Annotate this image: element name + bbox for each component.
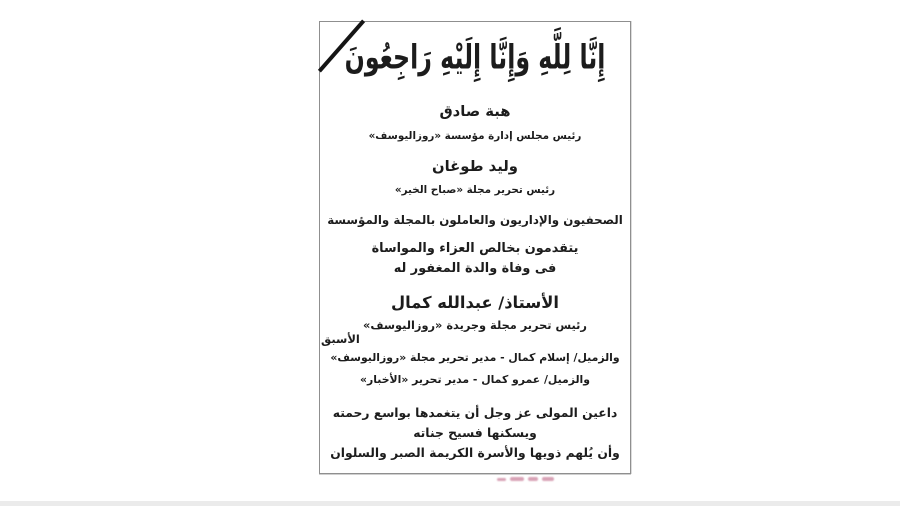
mourner-title-2: رئيس تحرير مجلة «صباح الخير» bbox=[394, 184, 556, 196]
deceased-relative-role bbox=[320, 318, 630, 346]
relative-line-1: والزميل/ إسلام كمال - مدير تحرير مجلة «روزاليوسف» bbox=[330, 351, 620, 364]
deceased-relative-role-main: رئيس تحرير مجلة وجريدة «روزاليوسف» bbox=[363, 318, 587, 332]
deceased-relative-role-suffix: الأسبق bbox=[321, 332, 360, 346]
prayer-line-2: ويسكنها فسيح جناته bbox=[413, 426, 537, 440]
deceased-relative-name: الأستاذ/ عبدالله كمال bbox=[391, 293, 559, 312]
obituary-notice-card bbox=[319, 21, 631, 474]
prayer-line-3: وأن يُلهم ذويها والأسرة الكريمة الصبر والسلوان bbox=[330, 446, 620, 460]
relative-line-2: والزميل/ عمرو كمال - مدير تحرير «الأخبار» bbox=[359, 373, 591, 386]
screenshot-bottom-edge bbox=[0, 501, 900, 506]
istirja-calligraphy: إِنَّا لِلَّهِ وَإِنَّا إِلَيْهِ رَاجِعُونَ bbox=[344, 37, 606, 78]
condolence-line-2: فى وفاة والدة المغفور له bbox=[393, 261, 557, 276]
prayer-line-1: داعين المولى عز وجل أن يتغمدها بواسع رحمته bbox=[332, 406, 618, 420]
pink-watermark-marks bbox=[497, 476, 554, 482]
collective-mourners-line: الصحفيون والإداريون والعاملون بالمجلة والمؤسسة bbox=[327, 213, 623, 227]
mourner-title-1: رئيس مجلس إدارة مؤسسة «روزاليوسف» bbox=[368, 130, 582, 142]
mourner-name-1: هبة صادق bbox=[439, 103, 511, 120]
mourner-name-2: وليد طوغان bbox=[432, 158, 518, 175]
condolence-line-1: يتقدمون بخالص العزاء والمواساة bbox=[371, 241, 579, 256]
